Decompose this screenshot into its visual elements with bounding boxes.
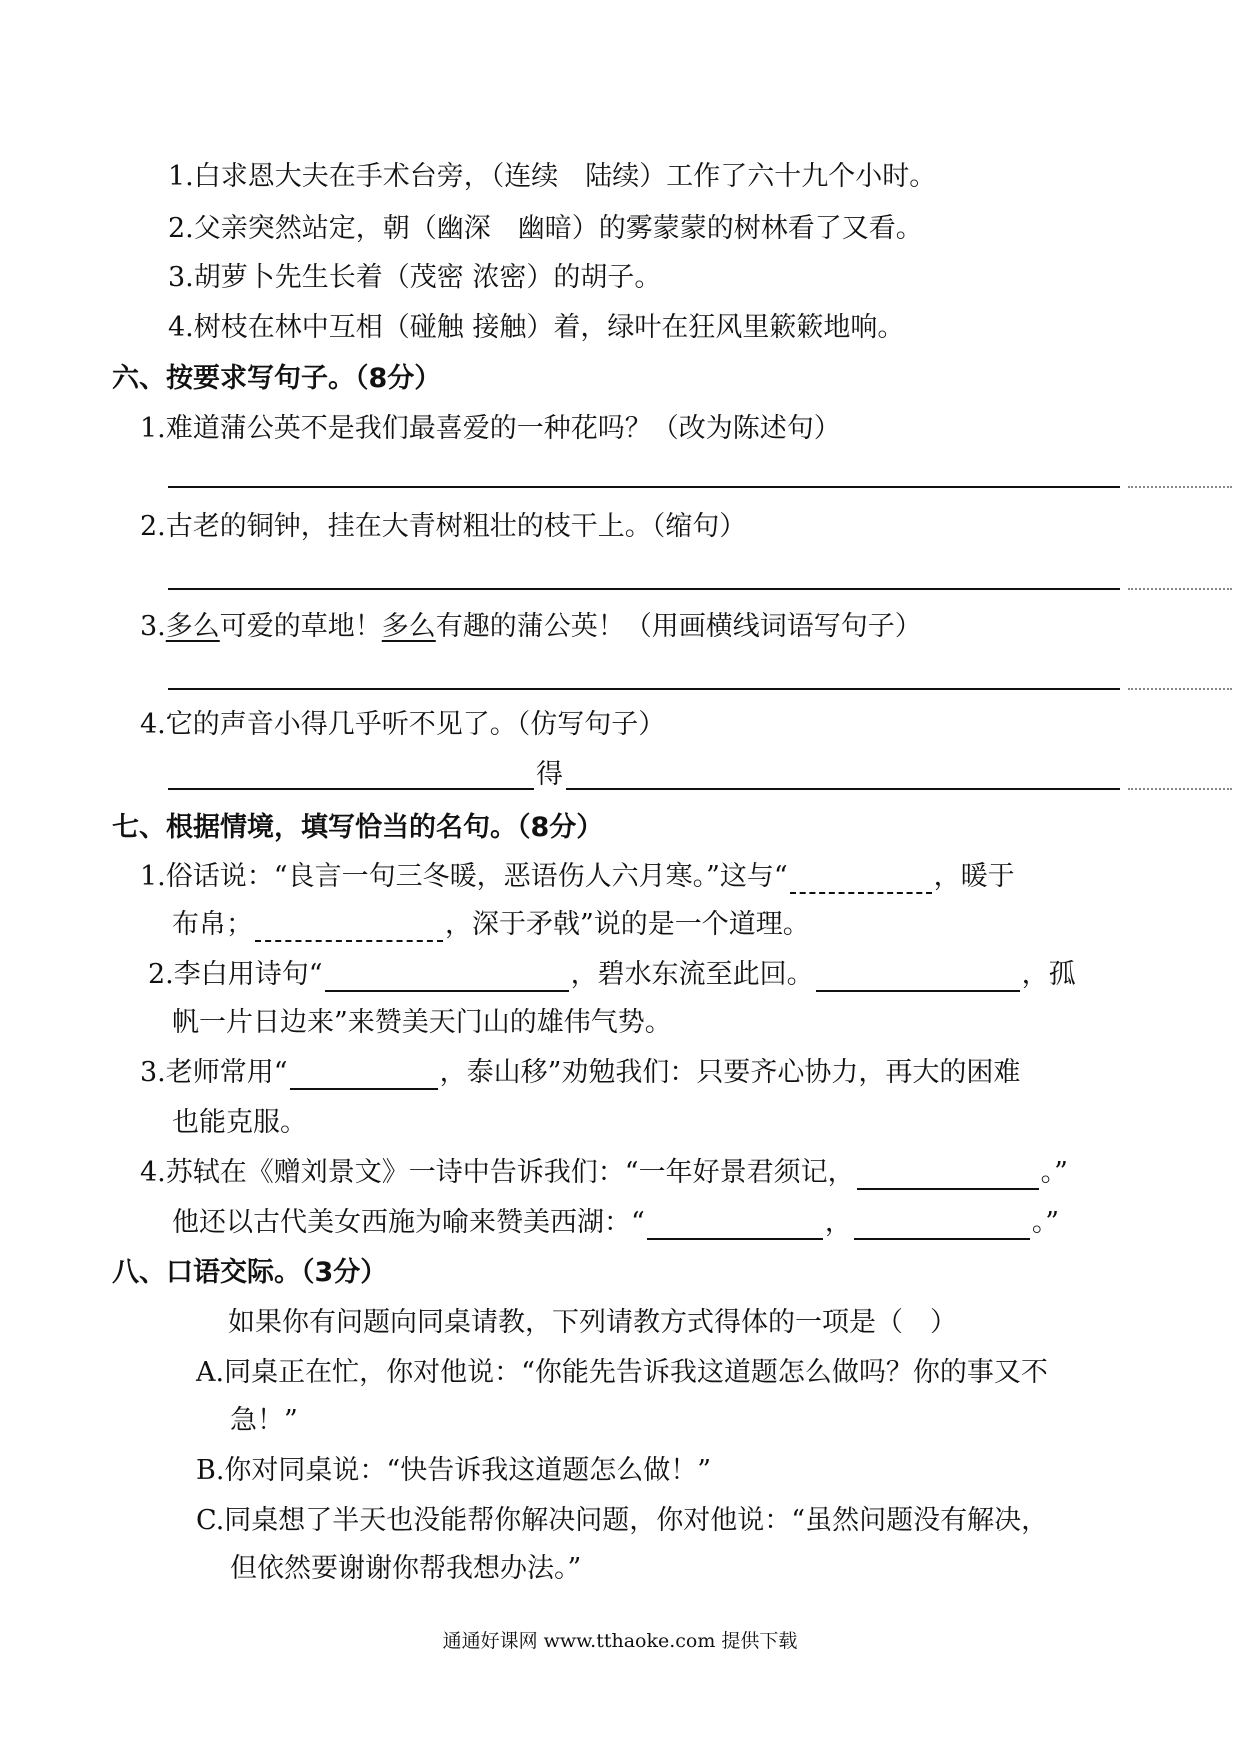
text: ， [824, 1207, 852, 1238]
fill-blank[interactable] [647, 1212, 823, 1240]
fill-blank[interactable] [857, 1162, 1039, 1190]
sec8-heading: 八、口语交际。（3分） [112, 1257, 388, 1288]
q3-num: 3. [140, 611, 166, 642]
dotted-margin [1128, 588, 1232, 590]
underlined-word: 多么 [165, 611, 220, 642]
sec6-q1: 1.难道蒲公英不是我们最喜爱的一种花吗？（改为陈述句） [140, 413, 841, 444]
sec6-q2-answer-line[interactable] [168, 588, 1120, 590]
fill-blank[interactable] [790, 866, 932, 894]
option-b[interactable]: B.你对同桌说：“快告诉我这道题怎么做！” [196, 1455, 712, 1486]
sec7-heading: 七、根据情境，填写恰当的名句。（8分） [112, 812, 604, 843]
sec6-q4: 4.它的声音小得几乎听不见了。（仿写句子） [140, 709, 666, 740]
text: 4.苏轼在《赠刘景文》一诗中告诉我们：“一年好景君须记， [140, 1157, 855, 1188]
sec6-q1-answer-line[interactable] [168, 486, 1120, 488]
text: 3.老师常用“ [140, 1057, 288, 1088]
sec6-q4-de: 得 [536, 759, 563, 790]
fill-blank[interactable] [854, 1212, 1030, 1240]
underlined-word: 多么 [381, 611, 436, 642]
sec5-item-3: 3.胡萝卜先生长着（茂密 浓密）的胡子。 [168, 262, 662, 293]
sec7-q1-line2 [172, 908, 810, 942]
option-c-line2: 但依然要谢谢你帮我想办法。” [230, 1553, 582, 1584]
text: ，碧水东流至此回。 [570, 959, 814, 990]
sec5-item-4: 4.树枝在林中互相（碰触 接触）着，绿叶在狂风里簌簌地响。 [168, 312, 905, 343]
dotted-margin [1128, 788, 1232, 790]
option-a-line2: 急！” [230, 1405, 298, 1436]
sec7-q3-line1 [140, 1056, 1020, 1090]
option-c-line1[interactable]: C.同桌想了半天也没能帮你解决问题，你对他说：“虽然问题没有解决， [196, 1505, 1049, 1536]
text: ，孤 [1021, 959, 1076, 990]
q3-end: 有趣的蒲公英！（用画横线词语写句子） [435, 611, 922, 642]
sec7-q2-line1 [148, 958, 1076, 992]
text: 他还以古代美女西施为喻来赞美西湖：“ [172, 1207, 645, 1238]
sec7-q1-line1 [140, 860, 1015, 894]
fill-blank[interactable] [255, 914, 443, 942]
option-a-line1[interactable]: A.同桌正在忙，你对他说：“你能先告诉我这道题怎么做吗？你的事又不 [196, 1357, 1048, 1388]
sec5-item-1: 1.白求恩大夫在手术台旁，（连续 陆续）工作了六十九个小时。 [168, 161, 937, 192]
text: 1.俗话说：“良言一句三冬暖，恶语伤人六月寒。”这与“ [140, 861, 788, 892]
sec6-q4-blank-1[interactable] [168, 788, 534, 790]
sec6-q4-blank-2[interactable] [566, 788, 1120, 790]
text: ，暖于 [933, 861, 1015, 892]
sec6-q3-answer-line[interactable] [168, 688, 1120, 690]
sec6-q2: 2.古老的铜钟，挂在大青树粗壮的枝干上。（缩句） [140, 511, 747, 542]
sec7-q4-line1 [140, 1156, 1068, 1190]
sec8-question: 如果你有问题向同桌请教，下列请教方式得体的一项是（ ） [228, 1307, 957, 1338]
page-footer: 通通好课网 www.tthaoke.com 提供下载 [442, 1630, 798, 1652]
text: 2.李白用诗句“ [148, 959, 323, 990]
text: 。” [1031, 1207, 1060, 1238]
dotted-margin [1128, 486, 1232, 488]
sec7-q2-line2: 帆一片日边来”来赞美天门山的雄伟气势。 [172, 1007, 672, 1038]
fill-blank[interactable] [325, 964, 569, 992]
sec7-q4-line2 [172, 1206, 1059, 1240]
sec7-q3-line2: 也能克服。 [172, 1107, 307, 1138]
fill-blank[interactable] [816, 964, 1020, 992]
dotted-margin [1128, 688, 1232, 690]
sec5-item-2: 2.父亲突然站定，朝（幽深 幽暗）的雾蒙蒙的树林看了又看。 [168, 213, 923, 244]
text: 布帛； [172, 909, 253, 940]
text: 。” [1040, 1157, 1068, 1188]
q3-mid: 可爱的草地！ [219, 611, 382, 642]
sec6-heading: 六、按要求写句子。（8分） [112, 363, 442, 394]
fill-blank[interactable] [290, 1062, 438, 1090]
text: ，深于矛戟”说的是一个道理。 [445, 909, 810, 940]
sec6-q3 [140, 610, 922, 644]
text: ，泰山移”劝勉我们：只要齐心协力，再大的困难 [439, 1057, 1021, 1088]
